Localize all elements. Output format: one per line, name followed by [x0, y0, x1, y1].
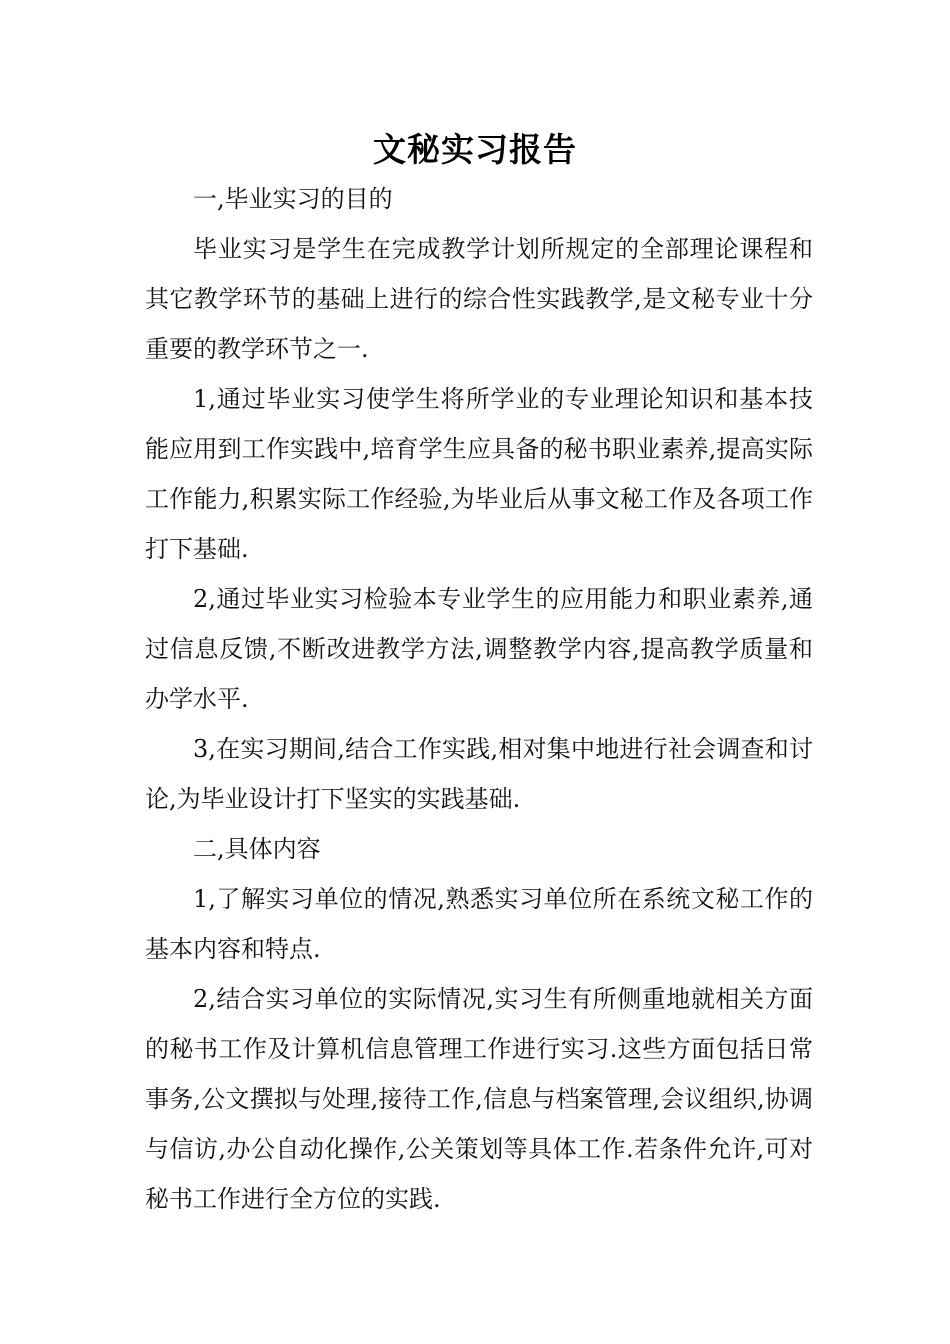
section-heading-content: 二,具体内容 [193, 835, 321, 863]
page-title: 文秘实习报告 [373, 130, 577, 169]
section-heading-purpose: 一,毕业实习的目的 [193, 185, 393, 213]
document-body [145, 174, 813, 1224]
paragraph: 1,通过毕业实习使学生将所学业的专业理论知识和基本技能应用到工作实践中,培育学生应具备的秘书职业素养,提高实际工作能力,积累实际工作经验,为毕业后从事文秘工作及各项工作打下基础. [145, 385, 813, 563]
paragraph: 2,通过毕业实习检验本专业学生的应用能力和职业素养,通过信息反馈,不断改进教学方法,调整教学内容,提高教学质量和办学水平. [145, 585, 813, 713]
paragraph: 1,了解实习单位的情况,熟悉实习单位所在系统文秘工作的基本内容和特点. [145, 885, 813, 963]
paragraph: 2,结合实习单位的实际情况,实习生有所侧重地就相关方面的秘书工作及计算机信息管理工作进行实习.这些方面包括日常事务,公文撰拟与处理,接待工作,信息与档案管理,会议组织,协调与信访,办公自动化操作,公关策划等具体工作.若条件允许,可对秘书工作进行全方位的实践. [145, 985, 813, 1213]
paragraph: 3,在实习期间,结合工作实践,相对集中地进行社会调查和讨论,为毕业设计打下坚实的实践基础. [145, 735, 813, 813]
paragraph: 毕业实习是学生在完成教学计划所规定的全部理论课程和其它教学环节的基础上进行的综合性实践教学,是文秘专业十分重要的教学环节之一. [145, 235, 813, 363]
